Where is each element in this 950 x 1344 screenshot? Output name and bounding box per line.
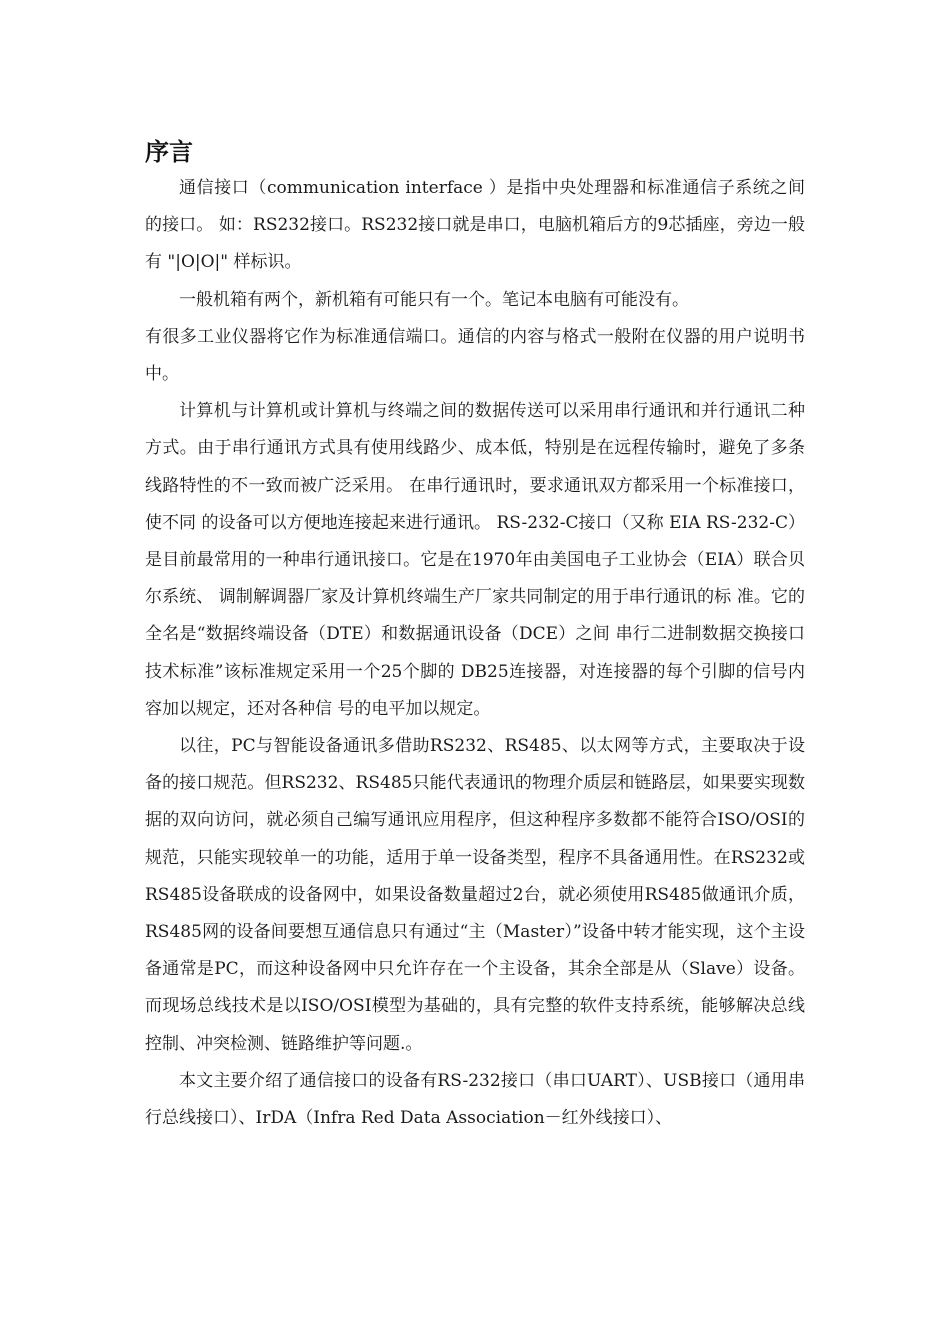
paragraph-industrial: 有很多工业仪器将它作为标准通信端口。通信的内容与格式一般附在仪器的用户说明书中。	[145, 326, 805, 385]
document-title: 序言	[145, 138, 193, 166]
paragraph-chassis: 一般机箱有两个，新机箱有可能只有一个。笔记本电脑有可能没有。	[179, 289, 689, 310]
paragraph-intro: 通信接口（communication interface ）是指中央处理器和标准通信子系统之间的接口。 如：RS232接口。RS232接口就是串口，电脑机箱后方的9芯插座，旁边一般有 "|O|O|" 样标识。	[145, 178, 805, 273]
document-body	[145, 170, 805, 1137]
paragraph-serial-parallel: 计算机与计算机或计算机与终端之间的数据传送可以采用串行通讯和并行通讯二种方式。由于串行通讯方式具有使用线路少、成本低，特别是在远程传输时，避免了多条线路特性的不一致而被广泛采用。 在串行通讯时，要求通讯双方都采用一个标准接口，使不同 的设备可以方便地连接起来进行通讯。 RS-232-C接口（又称 EIA RS-232-C）是目前最常用的一种串行通讯接口。它是在1970年由美国电子工业协会（EIA）联合贝尔系统、 调制解调器厂家及计算机终端生产厂家共同制定的用于串行通讯的标 准。它的全名是“数据终端设备（DTE）和数据通讯设备（DCE）之间 串行二进制数据交换接口技术标准”该标准规定采用一个25个脚的 DB25连接器，对连接器的每个引脚的信号内容加以规定，还对各种信 号的电平加以规定。	[145, 401, 805, 719]
paragraph-fieldbus: 以往，PC与智能设备通讯多借助RS232、RS485、以太网等方式，主要取决于设备的接口规范。但RS232、RS485只能代表通讯的物理介质层和链路层，如果要实现数据的双向访问，就必须自己编写通讯应用程序，但这种程序多数都不能符合ISO/OSI的规范，只能实现较单一的功能，适用于单一设备类型，程序不具备通用性。在RS232或RS485设备联成的设备网中，如果设备数量超过2台，就必须使用RS485做通讯介质，RS485网的设备间要想互通信息只有通过“主（Master）”设备中转才能实现，这个主设备通常是PC，而这种设备网中只允许存在一个主设备，其余全部是从（Slave）设备。而现场总线技术是以ISO/OSI模型为基础的，具有完整的软件支持系统，能够解决总线控制、冲突检测、链路维护等问题.。	[145, 736, 805, 1054]
paragraph-summary: 本文主要介绍了通信接口的设备有RS-232接口（串口UART）、USB接口（通用串行总线接口）、IrDA（Infra Red Data Association－红外线接口）、	[145, 1070, 805, 1129]
